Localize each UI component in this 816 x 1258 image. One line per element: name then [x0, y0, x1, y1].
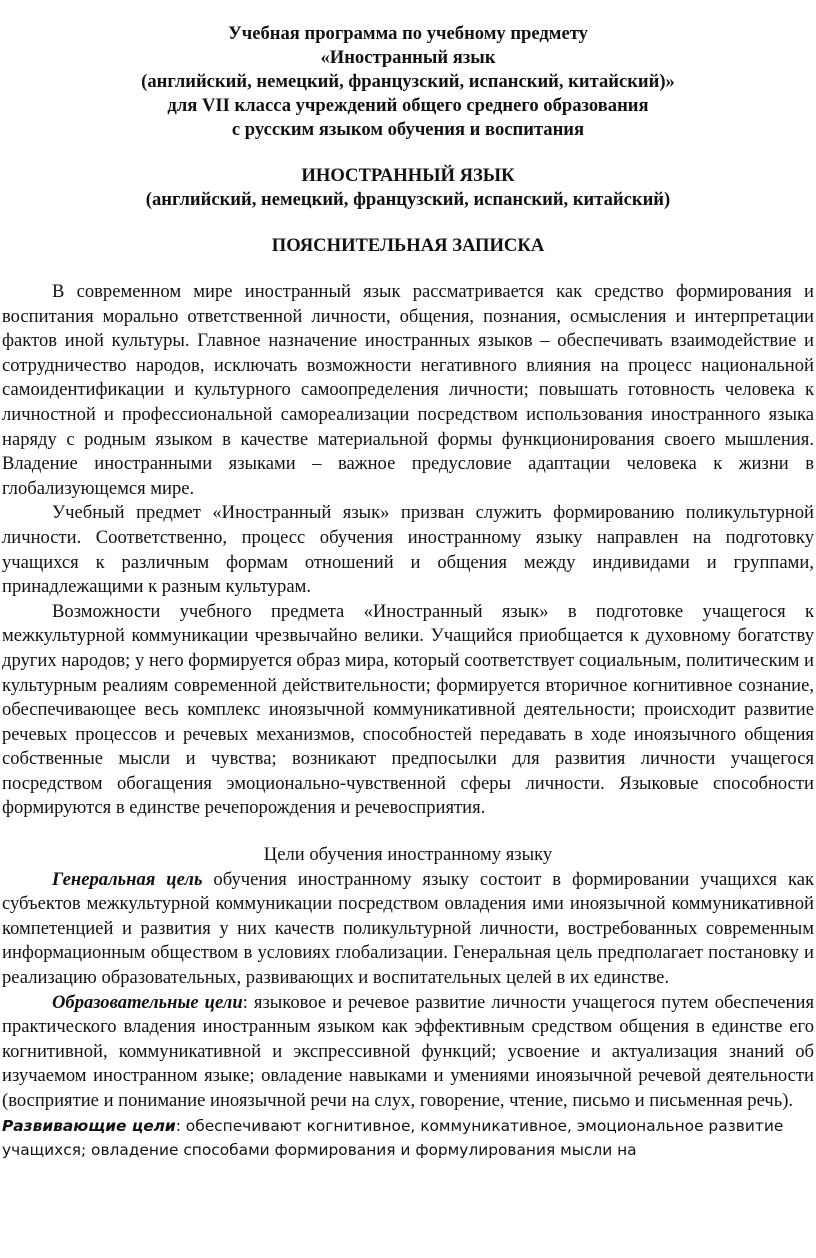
general-goal-label: Генеральная цель [52, 868, 203, 890]
subject-languages: (английский, немецкий, французский, испанский, китайский) [145, 189, 671, 210]
title-line-4: для VII класса учреждений общего среднего образования [167, 95, 649, 116]
paragraph-possibilities: Возможности учебного предмета «Иностранный язык» в подготовке учащегося к межкультурной коммуникации чрезвычайно велики. Учащийся приобщается к духовному богатству других народов; у него формируется образ мира, который соответствует социальным, политическим и культурным реалиям современной действительности; формируется вторичное когнитивное сознание, обеспечивающее весь комплекс иноязычной коммуникативной деятельности; происходит развитие речевых процессов и речевых механизмов, способностей передавать в ходе иноязычного общения собственные мысли и чувства; возникают предпосылки для развития личности учащегося посредством обогащения эмоционально-чувственной сферы личности. Языковые способности формируются в единстве речепорождения и речевосприятия. [2, 600, 814, 819]
explanatory-note-heading: ПОЯСНИТЕЛЬНАЯ ЗАПИСКА [271, 235, 545, 256]
general-goal-paragraph [2, 868, 814, 991]
goals-heading: Цели обучения иностранному языку [263, 844, 553, 866]
title-line-1: Учебная программа по учебному предмету [228, 23, 588, 44]
developing-goals-label: Развивающие цели [2, 1116, 176, 1135]
subject-title [2, 164, 814, 212]
educational-goals-paragraph [2, 991, 814, 1114]
title-line-3: (английский, немецкий, французский, испанский, китайский)» [141, 71, 675, 92]
title-line-5: с русским языком обучения и воспитания [231, 119, 585, 140]
general-goal-text: обучения иностранному языку состоит в формировании учащихся как субъектов межкультурной коммуникации посредством овладения ими иноязычной коммуникативной компетенцией и развития у них качеств поликультурной личности, востребованных современным информационным обществом в условиях глобализации. Генеральная цель предполагает постановку и реализацию образовательных, развивающих и воспитательных целей в их единстве. [2, 868, 815, 989]
subject-name: ИНОСТРАННЫЙ ЯЗЫК [301, 165, 515, 186]
developing-goals-text: : обеспечивают когнитивное, коммуникативное, эмоциональное развитие учащихся; овладение способами формирования и формулирования мысли на [2, 1116, 784, 1159]
paragraph-subject: Учебный предмет «Иностранный язык» призван служить формированию поликультурной личности. Соответственно, процесс обучения иностранному языку направлен на подготовку учащихся к различным формам отношений и общения между индивидами и группами, принадлежащими к разным культурам. [2, 502, 814, 598]
educational-goals-label: Образовательные цели [52, 991, 243, 1013]
title-line-2: «Иностранный язык [320, 47, 496, 68]
paragraph-intro: В современном мире иностранный язык рассматривается как средство формирования и воспитания морально ответственной личности, общения, познания, осмысления и интерпретации фактов иной культуры. Главное назначение иностранных языков – обеспечивать взаимодействие и сотрудничество народов, исключать возможности негативного влияния на процесс национальной самоидентификации и культурного самоопределения личности; повышать готовность человека к личностной и профессиональной самореализации посредством использования иностранного языка наряду с родным языком в качестве материальной формы функционирования своего мышления. Владение иностранными языками – важное предусловие адаптации человека к жизни в глобализующемся мире. [2, 281, 814, 499]
developing-goals-paragraph [2, 1114, 814, 1162]
program-title [2, 22, 814, 142]
educational-goals-text: : языковое и речевое развитие личности учащегося путем обеспечения практического владения иностранным языком как эффективным средством общения в единстве его когнитивной, коммуникативной и экспрессивной функций; усвоение и актуализация знаний об изучаемом иностранном языке; овладение навыками и умениями иноязычной речевой деятельности (восприятие и понимание иноязычной речи на слух, говорение, чтение, письмо и письменная речь). [2, 991, 814, 1111]
